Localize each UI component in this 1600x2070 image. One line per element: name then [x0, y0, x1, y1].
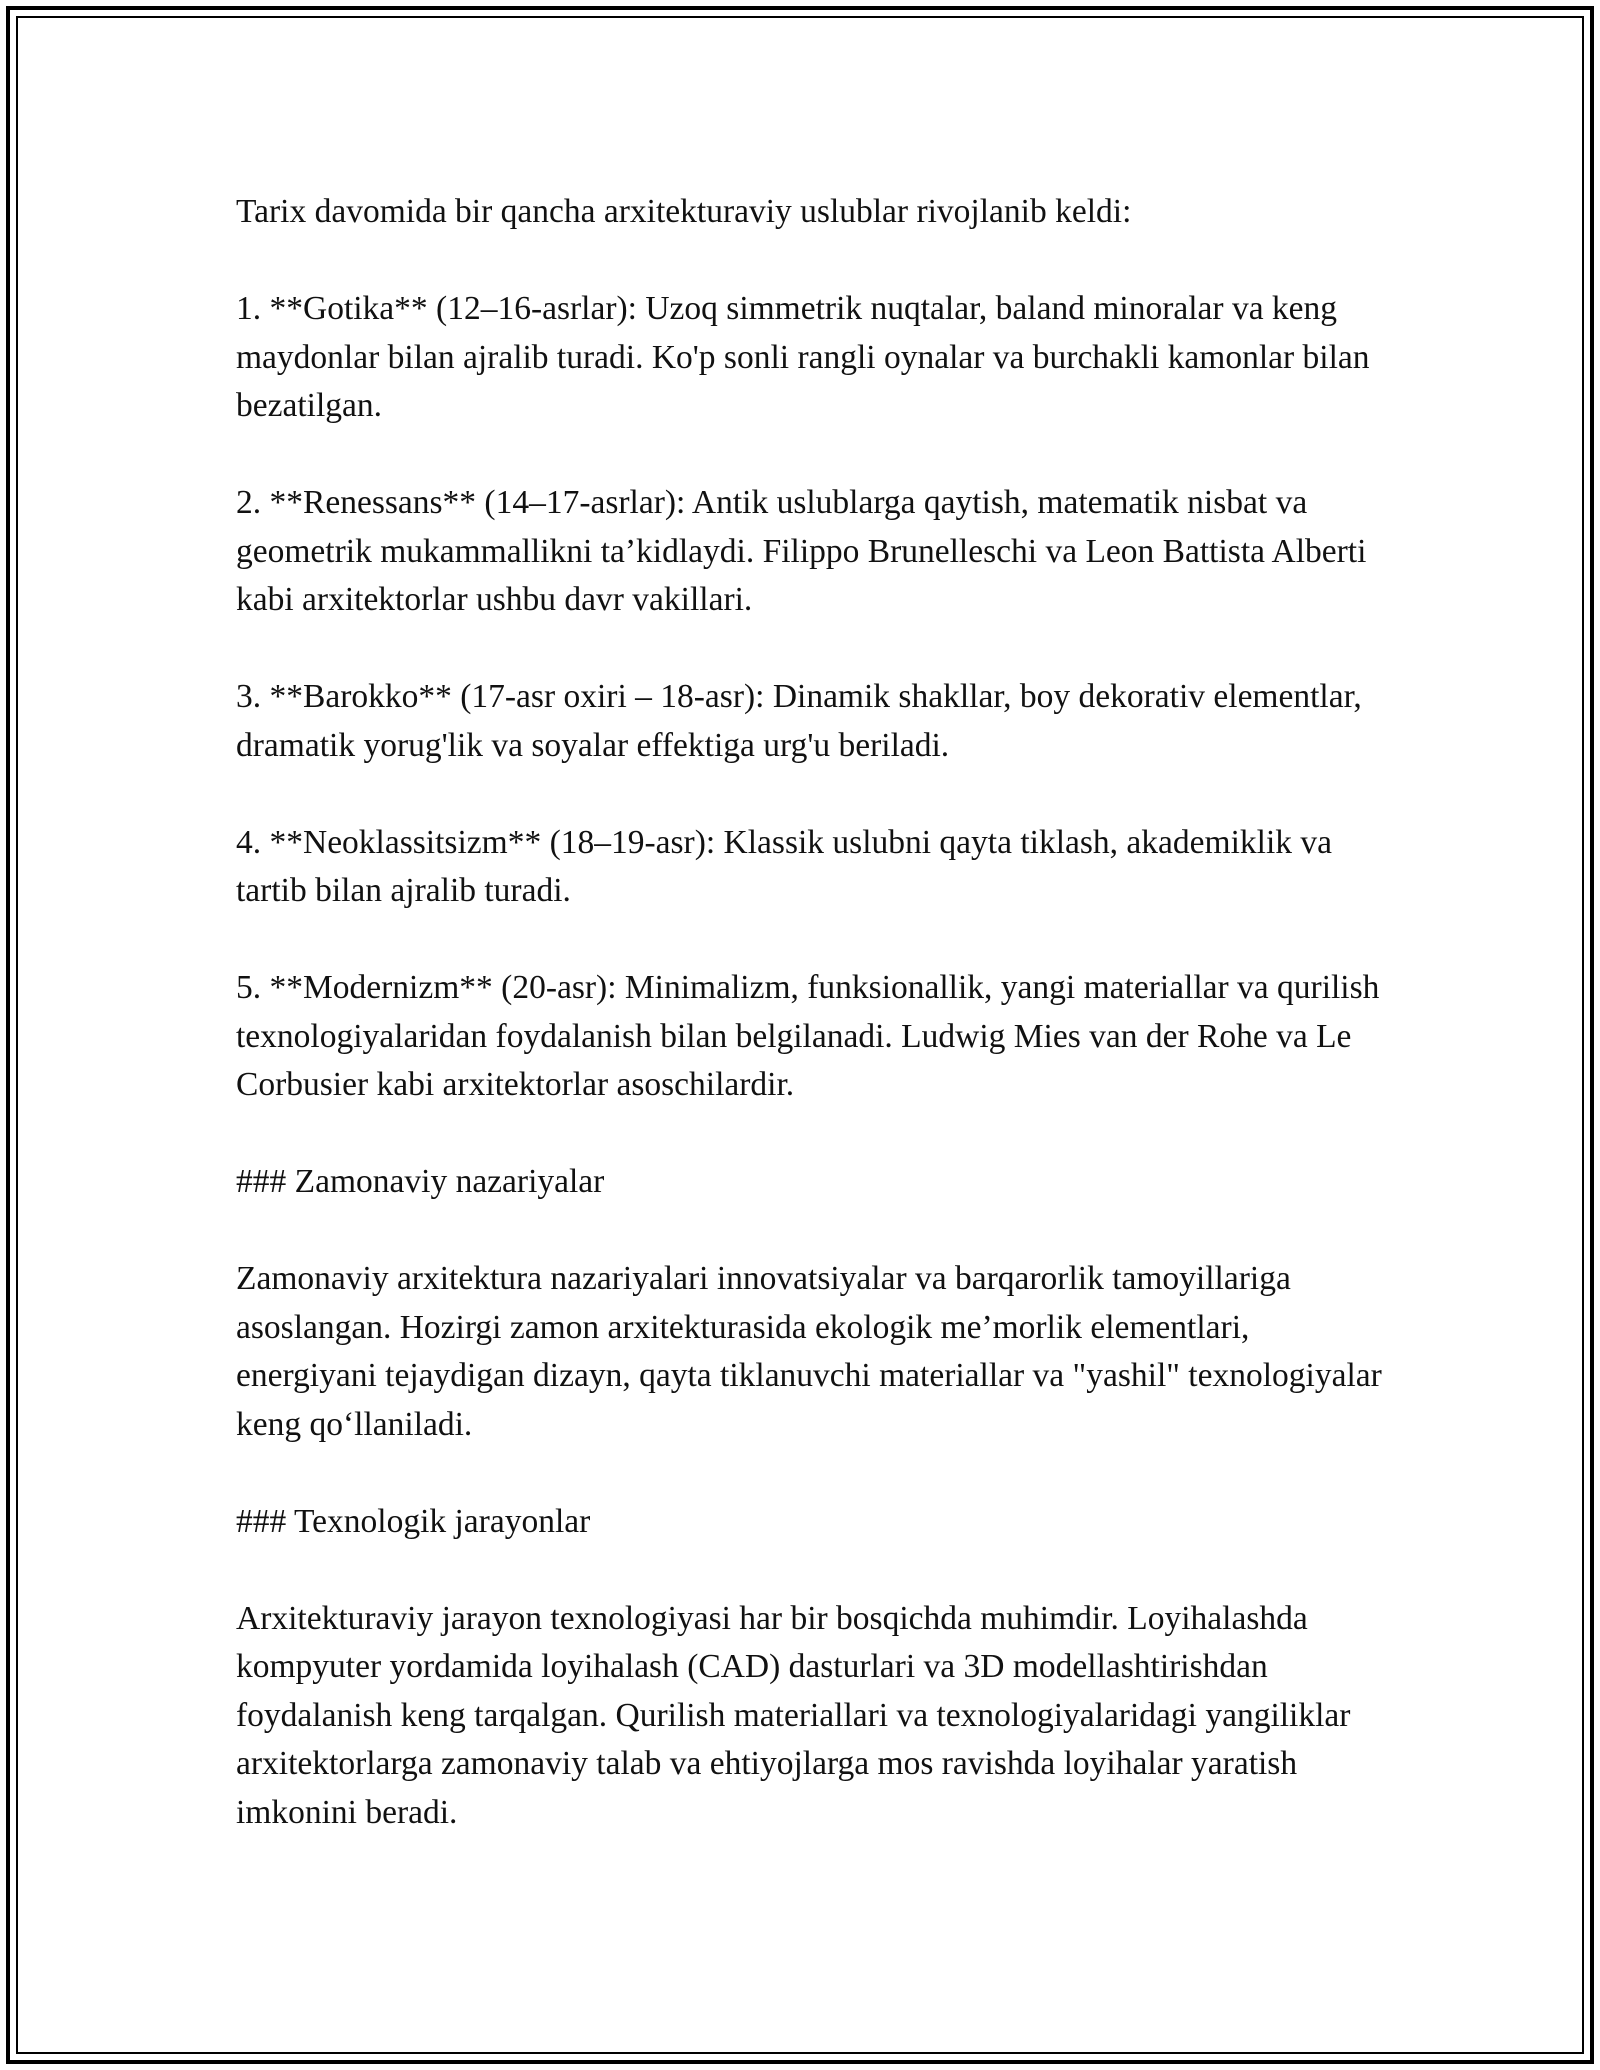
paragraph-texnologik: Arxitekturaviy jarayon texnologiyasi har bir bosqichda muhimdir. Loyihalashda kompyuter yordamida loyihalash (CAD) dasturlari va 3D modellashtirishdan foydalanish keng tarqalgan. Qurilish materiallari va texnologiyalaridagi yangiliklar arxitektorlarga zamonaviy talab va ehtiyojlarga mos ravishda loyihalar yaratish imkonini beradi.	[236, 1599, 1351, 1831]
list-item-renessans: 2. **Renessans** (14–17-asrlar): Antik uslublarga qaytish, matematik nisbat va geometrik mukammallikni ta’kidlaydi. Filippo Brunelleschi va Leon Battista Alberti kabi arxitektorlar ushbu davr vakillari.	[236, 484, 1367, 618]
intro-paragraph: Tarix davomida bir qancha arxitekturaviy uslublar rivojlanib keldi:	[236, 193, 1132, 230]
section-heading-zamonaviy: ### Zamonaviy nazariyalar	[236, 1163, 605, 1200]
list-item-neoklassitsizm: 4. **Neoklassitsizm** (18–19-asr): Klassik uslubni qayta tiklash, akademiklik va tartib bilan ajralib turadi.	[236, 823, 1333, 909]
paragraph-zamonaviy: Zamonaviy arxitektura nazariyalari innovatsiyalar va barqarorlik tamoyillariga asoslangan. Hozirgi zamon arxitekturasida ekologik me’morlik elementlari, energiyani tejaydigan dizayn, qayta tiklanuvchi materiallar va "yashil" texnologiyalar keng qo‘llaniladi.	[236, 1260, 1382, 1443]
list-item-barokko: 3. **Barokko** (17-asr oxiri – 18-asr): Dinamik shakllar, boy dekorativ elementlar, dramatik yorug'lik va soyalar effektiga urg'u beriladi.	[236, 678, 1362, 764]
document-body	[236, 188, 1386, 1837]
list-item-gotika: 1. **Gotika** (12–16-asrlar): Uzoq simmetrik nuqtalar, baland minoralar va keng maydonlar bilan ajralib turadi. Ko'p sonli rangli oynalar va burchakli kamonlar bilan bezatilgan.	[236, 290, 1370, 424]
section-heading-texnologik: ### Texnologik jarayonlar	[236, 1502, 591, 1540]
list-item-modernizm: 5. **Modernizm** (20-asr): Minimalizm, funksionallik, yangi materiallar va qurilish texnologiyalaridan foydalanish bilan belgilanadi. Ludwig Mies van der Rohe va Le Corbusier kabi arxitektorlar asoschilardir.	[236, 969, 1380, 1103]
